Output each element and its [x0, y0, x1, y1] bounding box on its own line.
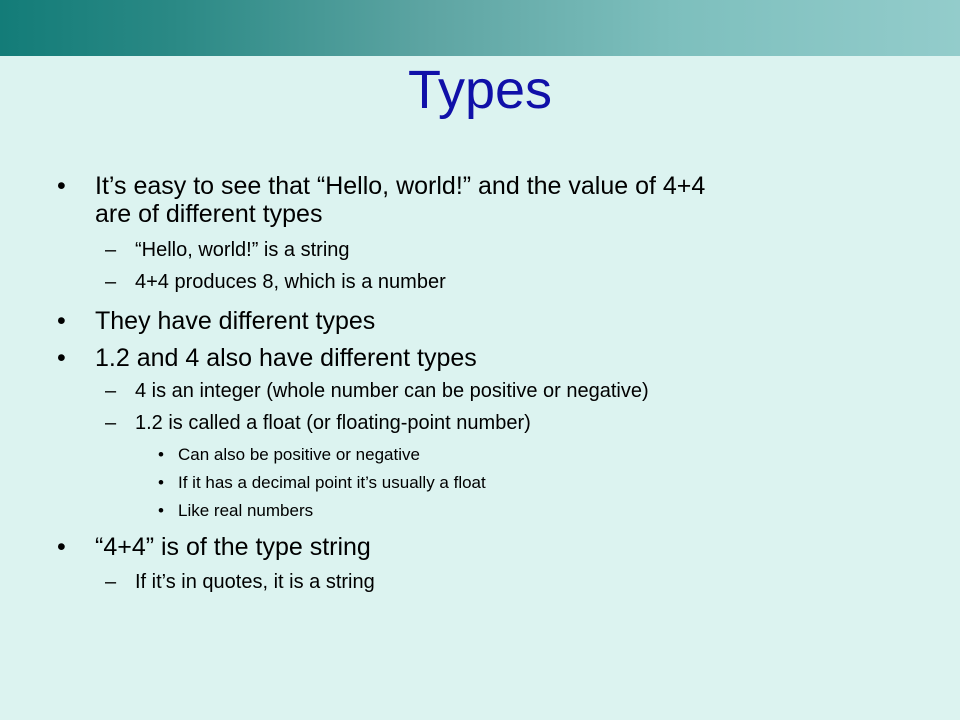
sub-bullet-text: 4 is an integer (whole number can be positive or negative): [135, 380, 649, 402]
sub-bullet-text: 4+4 produces 8, which is a number: [135, 271, 446, 293]
sub-bullet-item: [105, 411, 531, 435]
sub-sub-bullet-text: Can also be positive or negative: [178, 445, 420, 464]
sub-bullet-item: [105, 270, 446, 294]
slide-title: Types: [407, 60, 553, 120]
sub-bullet-text: 1.2 is called a float (or floating-point number): [135, 412, 531, 434]
bullet-text: “4+4” is of the type string: [95, 533, 371, 561]
bullet-text: 1.2 and 4 also have different types: [95, 344, 477, 372]
dash-marker: –: [105, 239, 117, 261]
sub-sub-bullet-text: If it has a decimal point it’s usually a float: [178, 473, 486, 492]
sub-sub-bullet-item: [158, 501, 314, 521]
bullet-item: [57, 344, 477, 372]
sub-sub-bullet-item: [158, 445, 420, 465]
bullet-item: [57, 172, 706, 228]
bullet-marker: •: [57, 172, 66, 200]
sub-bullet-item: [105, 238, 350, 262]
dash-marker: –: [105, 412, 117, 434]
bullet-item: [57, 533, 371, 561]
sub-sub-bullet-item: [158, 473, 486, 493]
bullet-item: [57, 307, 376, 335]
sub-sub-bullet-text: Like real numbers: [178, 501, 314, 520]
bullet-marker: •: [57, 533, 66, 561]
sub-bullet-item: [105, 379, 649, 403]
small-bullet-marker: •: [158, 473, 164, 492]
dash-marker: –: [105, 571, 117, 593]
bullet-text-line-1: It’s easy to see that “Hello, world!” and the value of 4+4: [95, 172, 706, 200]
sub-bullet-text: “Hello, world!” is a string: [135, 239, 350, 261]
bullet-text-line-2: are of different types: [95, 200, 323, 228]
bullet-marker: •: [57, 344, 66, 372]
dash-marker: –: [105, 380, 117, 402]
small-bullet-marker: •: [158, 501, 164, 520]
dash-marker: –: [105, 271, 117, 293]
sub-bullet-item: [105, 570, 375, 594]
small-bullet-marker: •: [158, 445, 164, 464]
sub-bullet-text: If it’s in quotes, it is a string: [135, 571, 375, 593]
bullet-marker: •: [57, 307, 66, 335]
bullet-text: They have different types: [95, 307, 376, 335]
